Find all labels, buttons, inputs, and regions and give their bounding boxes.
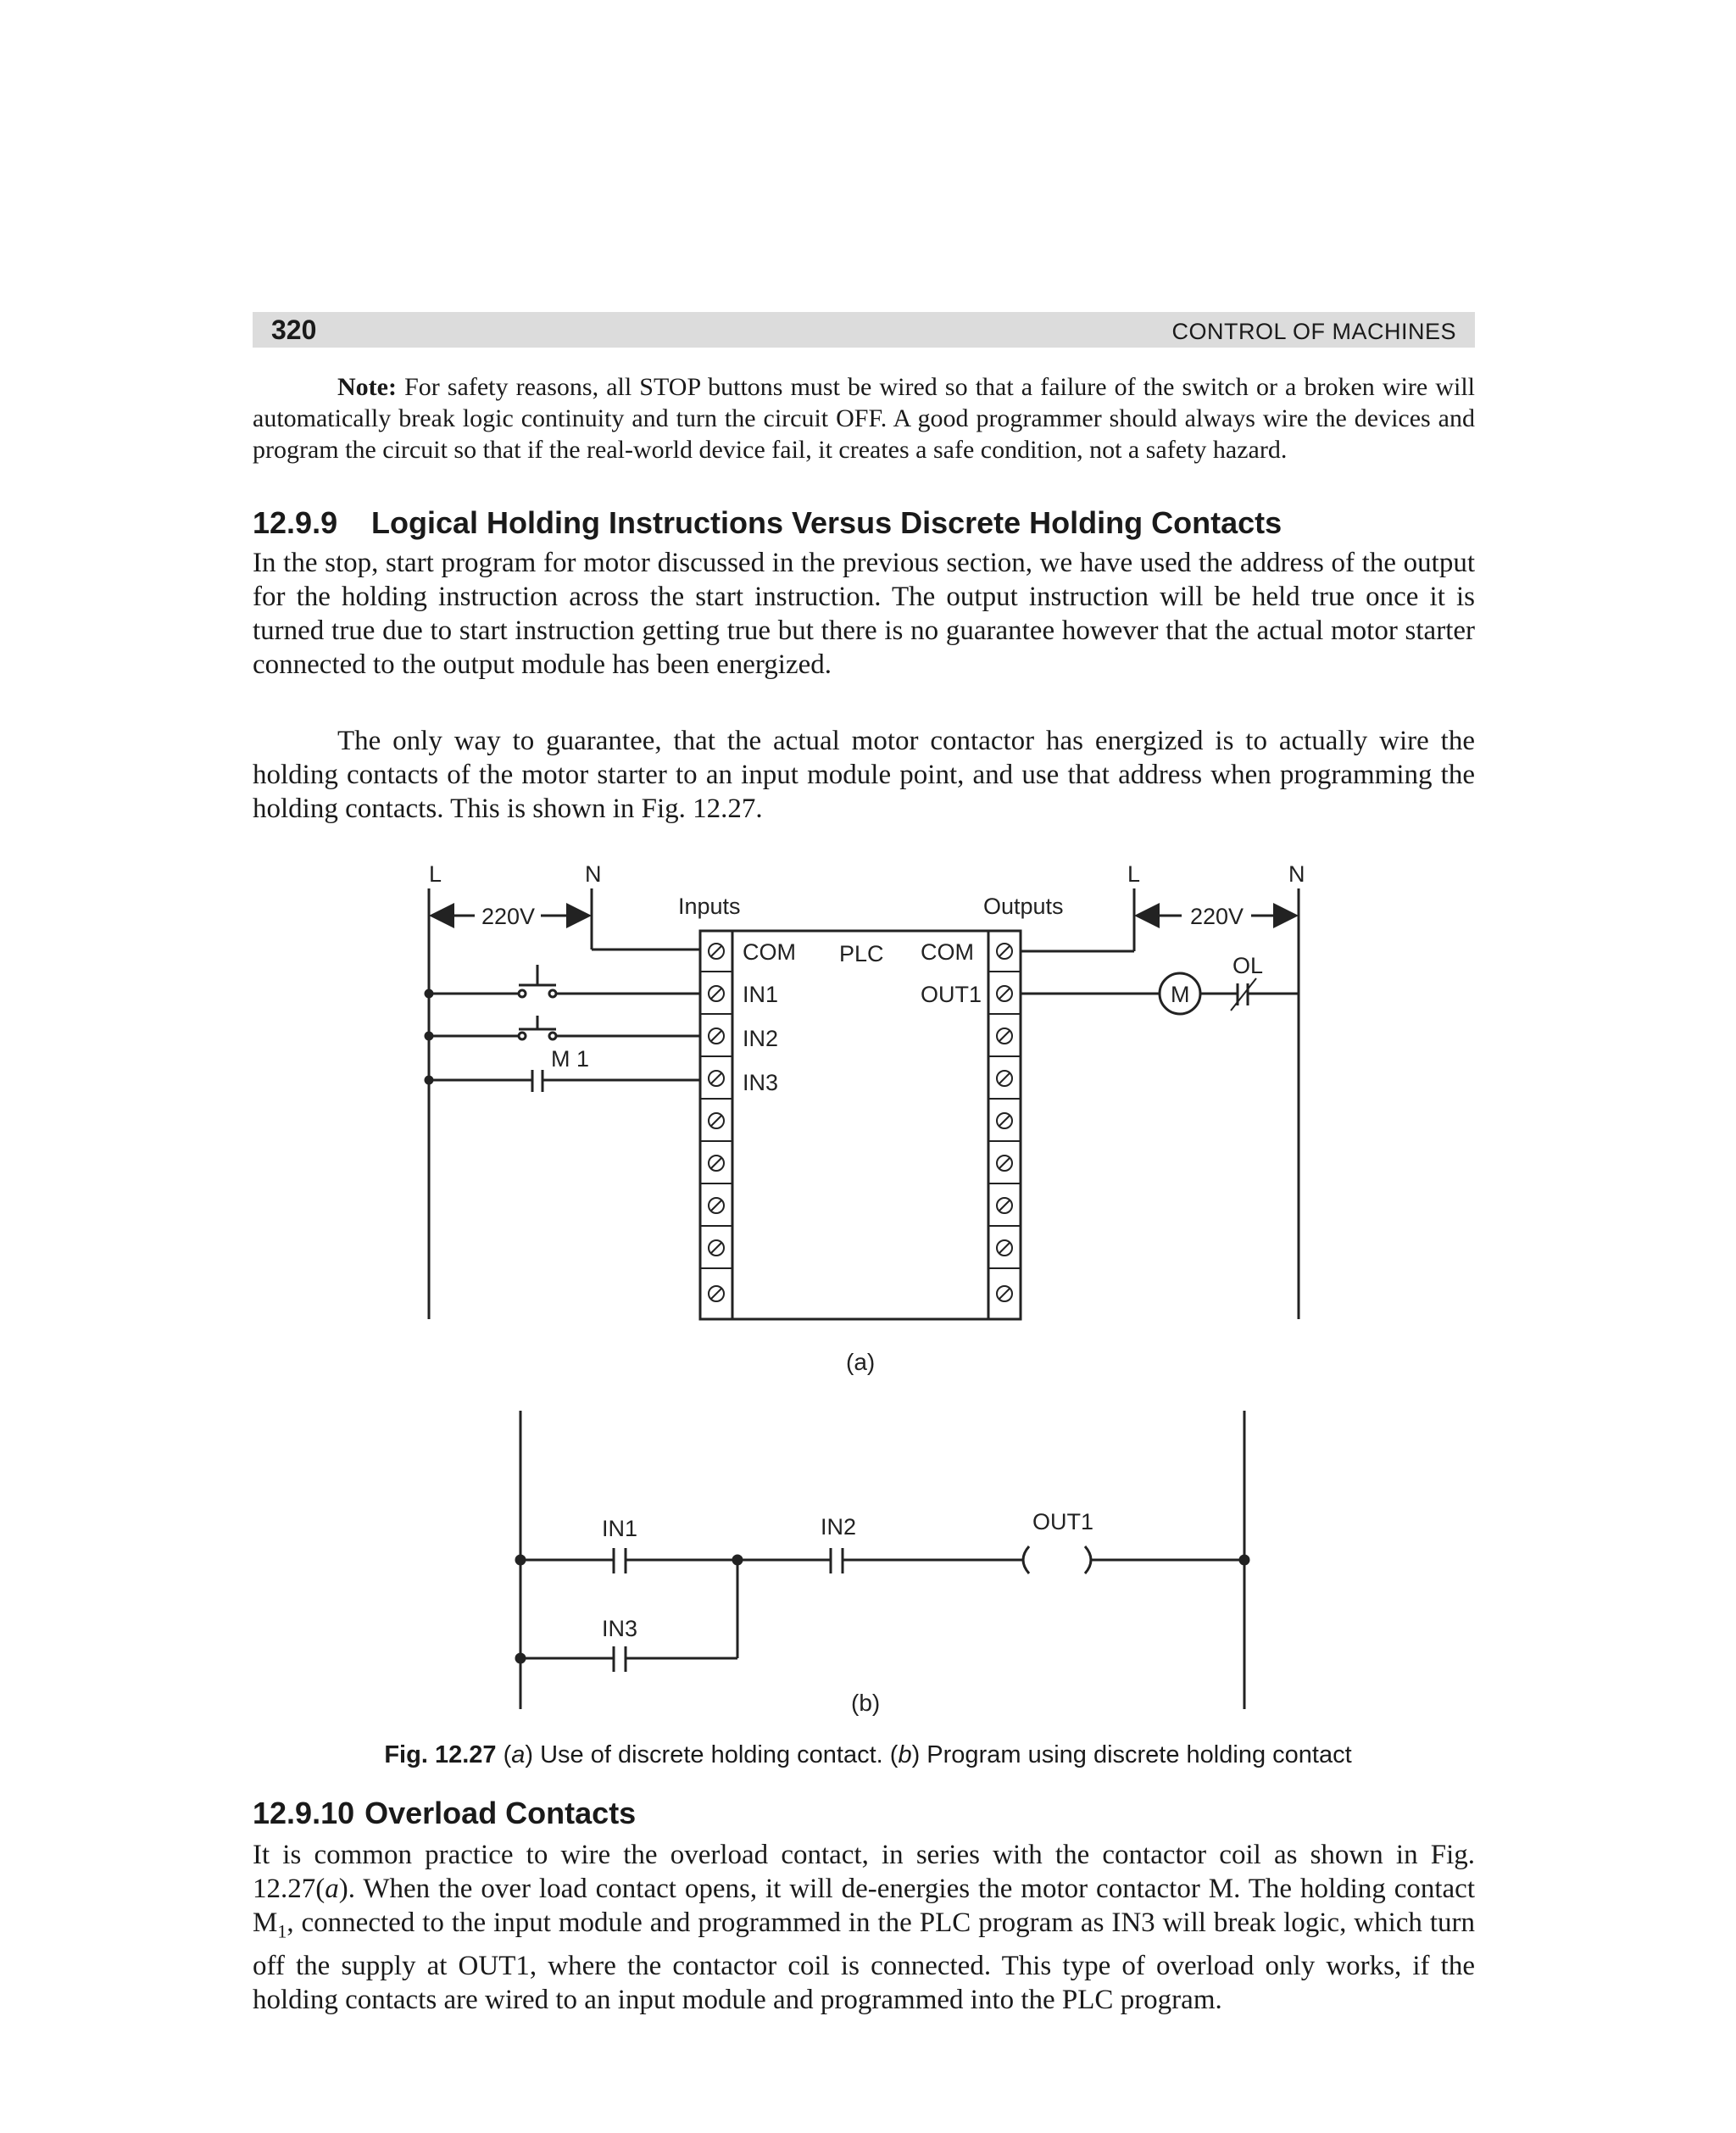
- caption-text-b: Program using discrete holding contact: [920, 1741, 1352, 1768]
- ladder-in3-label: IN3: [602, 1616, 638, 1641]
- holding-contact-m1: [426, 1046, 700, 1092]
- page-number: 320: [271, 315, 317, 345]
- output-terminal-screws: [997, 944, 1012, 1301]
- stop-pushbutton: [426, 965, 700, 997]
- para-subscript: 1: [277, 1920, 287, 1942]
- input-terminal-in1: IN1: [743, 982, 779, 1007]
- para-start: It is common practice to wire the overload contact, in series with the contactor coil as shown in Fig. 12.27(: [253, 1840, 1475, 1904]
- figure-caption: Fig. 12.27 (a) Use of discrete holding contact. (b) Program using discrete holding contact: [384, 1741, 1352, 1768]
- figure-a-wiring-diagram: [426, 861, 1305, 1375]
- input-terminal-screws: [709, 944, 724, 1301]
- section-heading-12-9-10: [253, 1796, 636, 1831]
- para-mid: ). When the over load contact opens, it will de-energies the motor contactor M. The holding contact M: [253, 1874, 1475, 1938]
- label-L-right: L: [1127, 861, 1141, 887]
- inputs-label: Inputs: [678, 894, 741, 919]
- contact-in2: [831, 1548, 843, 1573]
- para-italic: a: [325, 1874, 339, 1904]
- figure-b-ladder-diagram: [516, 1411, 1249, 1716]
- label-N-left: N: [585, 861, 602, 887]
- start-pushbutton: [426, 1016, 700, 1039]
- voltage-left: 220V: [481, 904, 536, 929]
- caption-text-a: Use of discrete holding contact. (: [533, 1741, 899, 1768]
- paragraph: The only way to guarantee, that the actual motor contactor has energized is to actually wire the holding contacts of the motor starter to an input module point, and use that address when programming the holding contacts. This is shown in Fig. 12.27.: [253, 726, 1475, 824]
- voltage-right: 220V: [1190, 904, 1244, 929]
- coil-out1-left: [1023, 1546, 1029, 1573]
- ladder-in1-label: IN1: [602, 1516, 638, 1541]
- output-terminal-com: COM: [921, 939, 974, 965]
- label-L-left: L: [429, 861, 442, 887]
- plc-label: PLC: [839, 941, 884, 966]
- input-terminal-in3: IN3: [743, 1070, 779, 1095]
- figure-b-label: (b): [851, 1690, 881, 1716]
- ladder-in2-label: IN2: [821, 1514, 857, 1540]
- input-terminal-in2: IN2: [743, 1026, 779, 1051]
- section-title: Overload Contacts: [364, 1796, 637, 1830]
- paragraph: In the stop, start program for motor discussed in the previous section, we have used the address of the output for the holding instruction across the start instruction. The output instruction will be held true once it is turned true due to start instruction getting true but there is no guarantee however that the actual motor starter connected to the output module has been energized.: [253, 548, 1475, 680]
- ladder-out1-label: OUT1: [1032, 1509, 1094, 1534]
- note-label: Note:: [337, 373, 397, 401]
- contact-in1: [614, 1548, 626, 1573]
- paragraph: [253, 1838, 1475, 2017]
- note-text: For safety reasons, all STOP buttons must be wired so that a failure of the switch or a broken wire will automatically break logic continuity and turn the circuit OFF. A good programmer should always wire the devices and program the circuit so that if the real-world device fail, it creates a safe condition, not a safety hazard.: [253, 373, 1475, 464]
- caption-part-a: a: [511, 1741, 526, 1768]
- output-terminal-out1: OUT1: [921, 982, 982, 1007]
- running-head: CONTROL OF MACHINES: [1171, 319, 1456, 344]
- coil-out1-right: [1085, 1546, 1091, 1573]
- input-terminal-com: COM: [743, 939, 796, 965]
- motor-label: M: [1171, 982, 1190, 1007]
- section-title: Logical Holding Instructions Versus Discrete Holding Contacts: [371, 505, 1283, 540]
- section-number: 12.9.9: [253, 505, 338, 540]
- section-number: 12.9.10: [253, 1796, 355, 1830]
- figure-a-label: (a): [846, 1349, 876, 1375]
- caption-part-b: b: [898, 1741, 912, 1768]
- label-N-right: N: [1288, 861, 1305, 887]
- caption-fig-label: Fig. 12.27: [384, 1741, 497, 1768]
- overload-label: OL: [1232, 953, 1264, 978]
- contact-m1-label: M 1: [551, 1046, 590, 1072]
- para-end: , connected to the input module and programmed in the PLC program as IN3 will break logic, which turn off the supply at OUT1, where the contactor coil is connected. This type of overload only works, if the holding contacts are wired to an input module and programmed into the PLC program.: [253, 1907, 1475, 2015]
- contact-in3: [614, 1646, 626, 1672]
- outputs-label: Outputs: [983, 894, 1064, 919]
